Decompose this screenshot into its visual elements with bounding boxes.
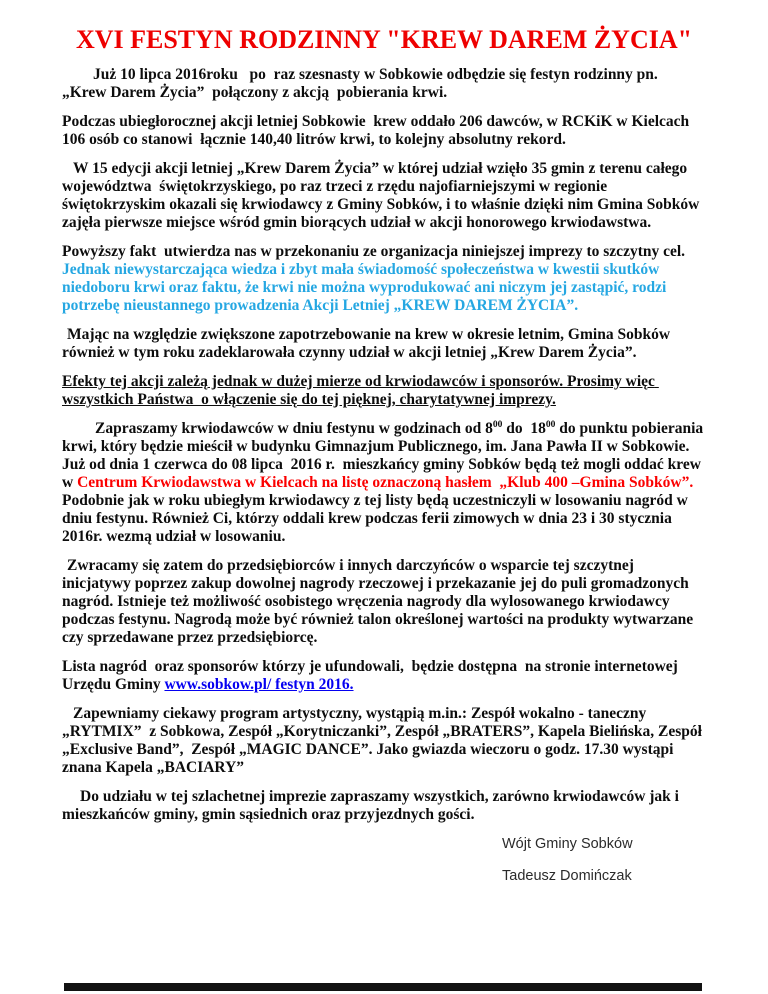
text-run: Efekty tej akcji zależą jednak w dużej mierze od krwiodawców i sponsorów. Prosimy więc wszystkich Państwa o włączenie się do tej pięknej, charytatywnej imprezy.: [62, 373, 659, 408]
paragraph-invitation: [62, 788, 706, 824]
paragraph-15th-edition: [62, 160, 706, 232]
paragraph-intro: [62, 66, 706, 102]
bottom-bar: [64, 983, 702, 991]
text-run: Zwracamy się zatem do przedsiębiorców i innych darczyńców o wsparcie tej szczytnej inicjatywy poprzez zakup dowolnej nagrody rzeczowej i przekazanie jej do puli gromadzonych nagród. Istnieje też możliwość osobistego wręczenia nagrody dla wylosowanego krwiodawcy podczas festynu. Nagrodą może być również talon określonej wartości na produkty wytwarzane czy sprzedawane przez przedsiębiorcę.: [62, 557, 698, 646]
text-run: Do udziału w tej szlachetnej imprezie zapraszamy wszystkich, zarówno krwiodawców jak i mieszkańców gminy, gmin sąsiednich oraz przyjezdnych gości.: [62, 788, 683, 823]
page-title: XVI FESTYN RODZINNY "KREW DAREM ŻYCIA": [75, 25, 693, 54]
signature-role: Wójt Gminy Sobków: [502, 836, 633, 852]
text-run: Mając na względzie zwiększone zapotrzebowanie na krew w okresie letnim, Gmina Sobków również w tym roku zadeklarowała czynny udział w akcji letniej „Krew Darem Życia”.: [62, 326, 674, 361]
text-run: Już 10 lipca 2016roku po raz szesnasty w Sobkowie odbędzie się festyn rodzinny pn. „Krew Darem Życia” połączony z akcją pobierania krwi.: [62, 66, 662, 101]
paragraph-awareness: [62, 243, 706, 315]
text-run: W 15 edycji akcji letniej „Krew Darem Życia” w której udział wzięło 35 gmin z terenu całego województwa świętokrzyskiego, po raz trzeci z rzędu najofiarniejszymi w regionie świętokrzyskim okazali się krwiodawcy z Gminy Sobków, i to właśnie dzięki nim Gmina Sobków zajęła pierwsze miejsce wśród gmin biorących udział w akcji honorowego krwiodawstwa.: [62, 160, 704, 231]
text-run: Podczas ubiegłorocznej akcji letniej Sobkowie krew oddało 206 dawców, w RCKiK w Kielcach 106 osób co stanowi łącznie 140,40 litrów krwi, to kolejny absolutny rekord.: [62, 113, 694, 148]
text-run-red: Centrum Krwiodawstwa w Kielcach na listę oznaczoną hasłem „Klub 400 –Gmina Sobków”.: [77, 474, 694, 491]
paragraph-program: [62, 705, 706, 777]
text-run-sup: 00: [492, 419, 503, 430]
text-run: Powyższy fakt utwierdza nas w przekonaniu ze organizacja niniejszej imprezy to szczytny cel.: [62, 243, 689, 260]
paragraph-appeal-underline: [62, 373, 706, 409]
text-run: Podobnie jak w roku ubiegłym krwiodawcy z tej listy będą uczestniczyli w losowaniu nagród w dniu festynu. Również Ci, którzy oddali krew podczas ferii zimowych w dnia 23 i 30 stycznia 2016r. wezmą udział w losowaniu.: [62, 474, 701, 545]
paragraph-declaration: [62, 326, 706, 362]
text-run: do 18: [502, 420, 546, 437]
paragraph-donation-details: [62, 420, 706, 546]
text-run: Zapewniamy ciekawy program artystyczny, wystąpią m.in.: Zespół wokalno - taneczny „RYTMIX” z Sobkowa, Zespół „Korytniczanki”, Zespół „BRATERS”, Kapela Bielińska, Zespół „Exclusive Band”, Zespół „MAGIC DANCE”. Jako gwiazda wieczoru o godz. 17.30 wystąpi znana Kapela „BACIARY”: [62, 705, 706, 776]
paragraph-last-year-stats: [62, 113, 706, 149]
paragraph-sponsors-appeal: [62, 557, 706, 647]
signature-name: Tadeusz Domińczak: [502, 868, 632, 884]
text-run: do punktu pobierania krwi, który będzie mieścił w budynku Gimnazjum Publicznego, im. Jana Pawła II w Sobkowie. Już od dnia 1 czerwca do 08 lipca 2016 r. mieszkańcy gminy Sobków będą też mogli oddać krew w: [62, 420, 708, 491]
paragraph-prize-list: [62, 658, 706, 694]
text-run-sup: 00: [545, 419, 556, 430]
text-run: Zapraszamy krwiodawców w dniu festynu w godzinach od 8: [95, 420, 493, 437]
text-run: Lista nagród oraz sponsorów którzy je ufundowali, będzie dostępna na stronie internetowej Urzędu Gminy: [62, 658, 682, 693]
website-link[interactable]: www.sobkow.pl/ festyn 2016.: [164, 676, 354, 693]
signature-block: [502, 835, 706, 885]
text-run-cyan: Jednak niewystarczająca wiedza i zbyt mała świadomość społeczeństwa w kwestii skutków niedoboru krwi oraz faktu, że krwi nie można wyprodukować ani niczym jej zastąpić, rodzi potrzebę nieustannego prowadzenia Akcji Letniej „KREW DAREM ŻYCIA”.: [62, 261, 671, 314]
